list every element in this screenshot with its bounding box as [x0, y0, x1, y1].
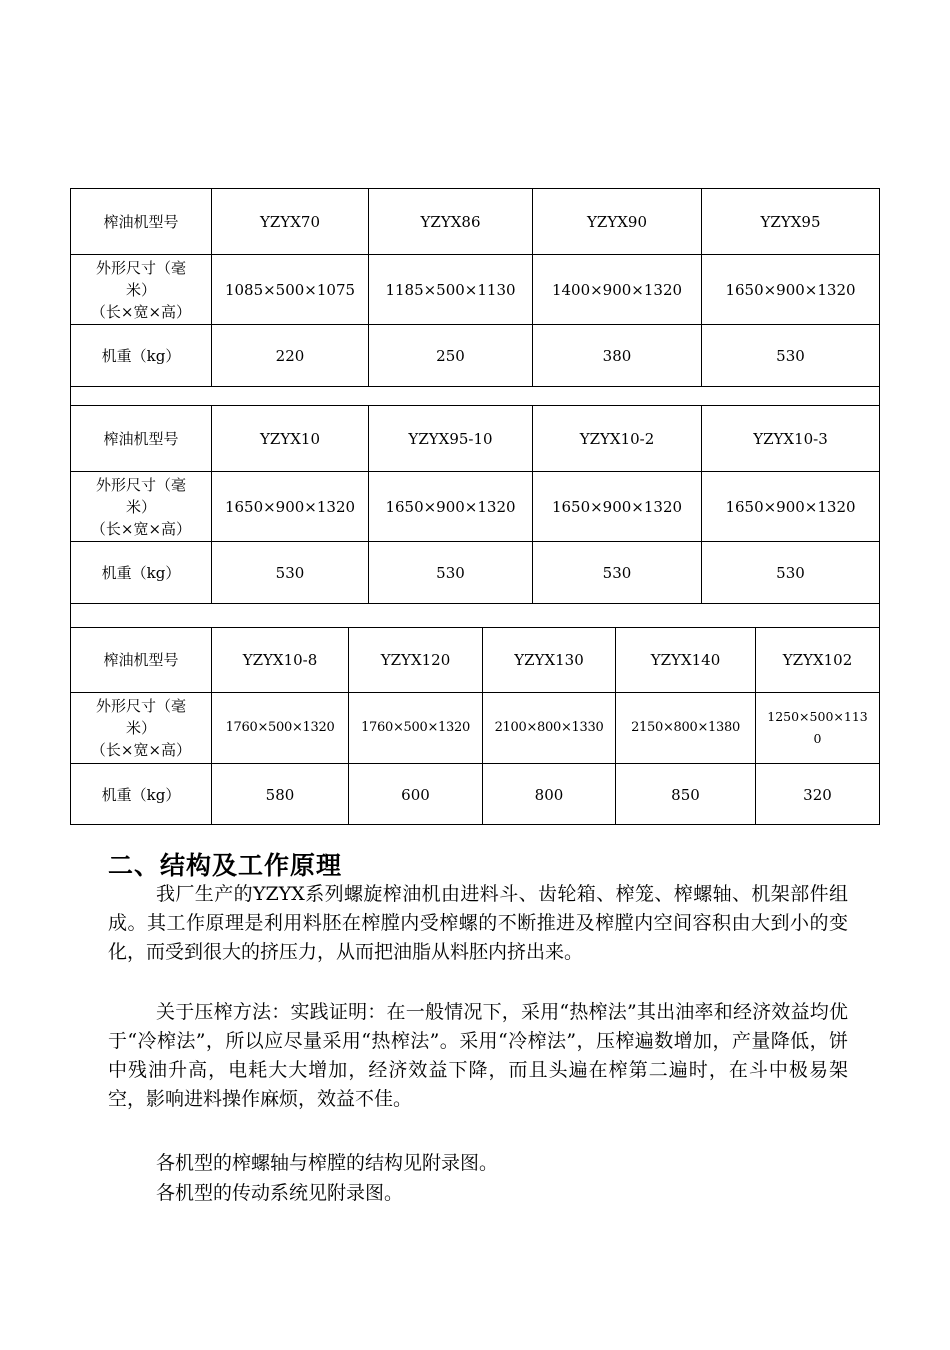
dimension-cell: 1650×900×1320 [701, 255, 879, 324]
model-cell: YZYX120 [348, 628, 482, 692]
dimension-label [71, 472, 211, 541]
weight-label: 机重（kg） [101, 785, 181, 804]
dimension-label-line: 外形尺寸（毫 [95, 258, 186, 277]
weight-cell: 800 [482, 764, 615, 825]
spec-table-2 [70, 405, 880, 604]
dimension-cell: 1760×500×1320 [348, 693, 482, 763]
model-cell: YZYX10-8 [211, 628, 348, 692]
dimension-cell: 1760×500×1320 [211, 693, 348, 763]
model-label: 榨油机型号 [103, 429, 179, 448]
dimension-cell: 2100×800×1330 [482, 693, 615, 763]
model-row [71, 406, 879, 471]
paragraph: 各机型的榨螺轴与榨膛的结构见附录图。 [156, 1152, 499, 1174]
model-cell: YZYX86 [368, 189, 532, 254]
dimension-label-line: （长×宽×高） [90, 741, 192, 759]
weight-cell: 380 [532, 325, 701, 387]
section-heading: 二、结构及工作原理 [108, 851, 343, 880]
dimension-row [71, 692, 879, 763]
dimension-label [71, 255, 211, 324]
model-cell: YZYX90 [532, 189, 701, 254]
dimension-label-line: 外形尺寸（毫 [95, 697, 186, 715]
dimension-row [71, 471, 879, 541]
weight-cell: 320 [755, 764, 879, 825]
table-spacer [70, 604, 880, 627]
weight-cell: 850 [615, 764, 755, 825]
dimension-cell: 1650×900×1320 [211, 472, 368, 541]
weight-cell: 530 [211, 542, 368, 604]
model-row [71, 628, 879, 692]
model-cell: YZYX10-3 [701, 406, 879, 471]
dimension-cell: 1400×900×1320 [532, 255, 701, 324]
weight-cell: 250 [368, 325, 532, 387]
weight-row [71, 324, 879, 387]
dimension-cell: 1085×500×1075 [211, 255, 368, 324]
table-spacer [70, 387, 880, 405]
model-row [71, 189, 879, 254]
weight-label: 机重（kg） [101, 347, 181, 365]
dimension-cell: 1650×900×1320 [532, 472, 701, 541]
weight-cell: 530 [368, 542, 532, 604]
dimension-cell: 2150×800×1380 [615, 693, 755, 763]
weight-cell: 530 [532, 542, 701, 604]
paragraph: 我厂生产的YZYX系列螺旋榨油机由进料斗、齿轮箱、榨笼、榨螺轴、机架部件组成。其工作原理是利用料胚在榨膛内受榨螺的不断推进及榨膛内空间容积由大到小的变化，而受到很大的挤压力，从而把油脂从料胚内挤出来。 [108, 883, 848, 963]
model-label: 榨油机型号 [103, 212, 179, 231]
dimension-label-line: 外形尺寸（毫 [95, 475, 186, 494]
weight-cell: 530 [701, 542, 879, 604]
paragraph: 关于压榨方法：实践证明：在一般情况下，采用“热榨法”其出油率和经济效益均优于“冷榨法”，所以应尽量采用“热榨法”。采用“冷榨法”，压榨遍数增加，产量降低，饼中残油升高，电耗大大增加，经济效益下降，而且头遍在榨第二遍时，在斗中极易架空，影响进料操作麻烦，效益不佳。 [108, 1001, 848, 1110]
dimension-label-line: （长×宽×高） [90, 302, 192, 321]
model-cell: YZYX10 [211, 406, 368, 471]
dimension-label-line: 米） [125, 497, 156, 516]
model-cell: YZYX10-2 [532, 406, 701, 471]
weight-row [71, 541, 879, 604]
spec-table-1 [70, 188, 880, 387]
model-cell: YZYX95 [701, 189, 879, 254]
dimension-label-line: （长×宽×高） [90, 519, 192, 538]
weight-cell: 530 [701, 325, 879, 387]
dimension-cell: 1250×500×1130 [755, 693, 879, 763]
model-cell: YZYX130 [482, 628, 615, 692]
weight-cell: 600 [348, 764, 482, 825]
model-label: 榨油机型号 [103, 651, 179, 669]
weight-cell: 580 [211, 764, 348, 825]
dimension-label [71, 693, 211, 763]
weight-cell: 220 [211, 325, 368, 387]
paragraph: 各机型的传动系统见附录图。 [156, 1182, 404, 1204]
dimension-cell: 1650×900×1320 [701, 472, 879, 541]
dimension-label-line: 米） [125, 280, 156, 299]
weight-label: 机重（kg） [101, 564, 181, 582]
dimension-cell: 1650×900×1320 [368, 472, 532, 541]
model-cell: YZYX140 [615, 628, 755, 692]
model-cell: YZYX102 [755, 628, 879, 692]
model-cell: YZYX95-10 [368, 406, 532, 471]
weight-row [71, 763, 879, 825]
dimension-label-line: 米） [125, 719, 156, 737]
spec-table-3 [70, 627, 880, 825]
dimension-row [71, 254, 879, 324]
dimension-cell: 1185×500×1130 [368, 255, 532, 324]
model-cell: YZYX70 [211, 189, 368, 254]
